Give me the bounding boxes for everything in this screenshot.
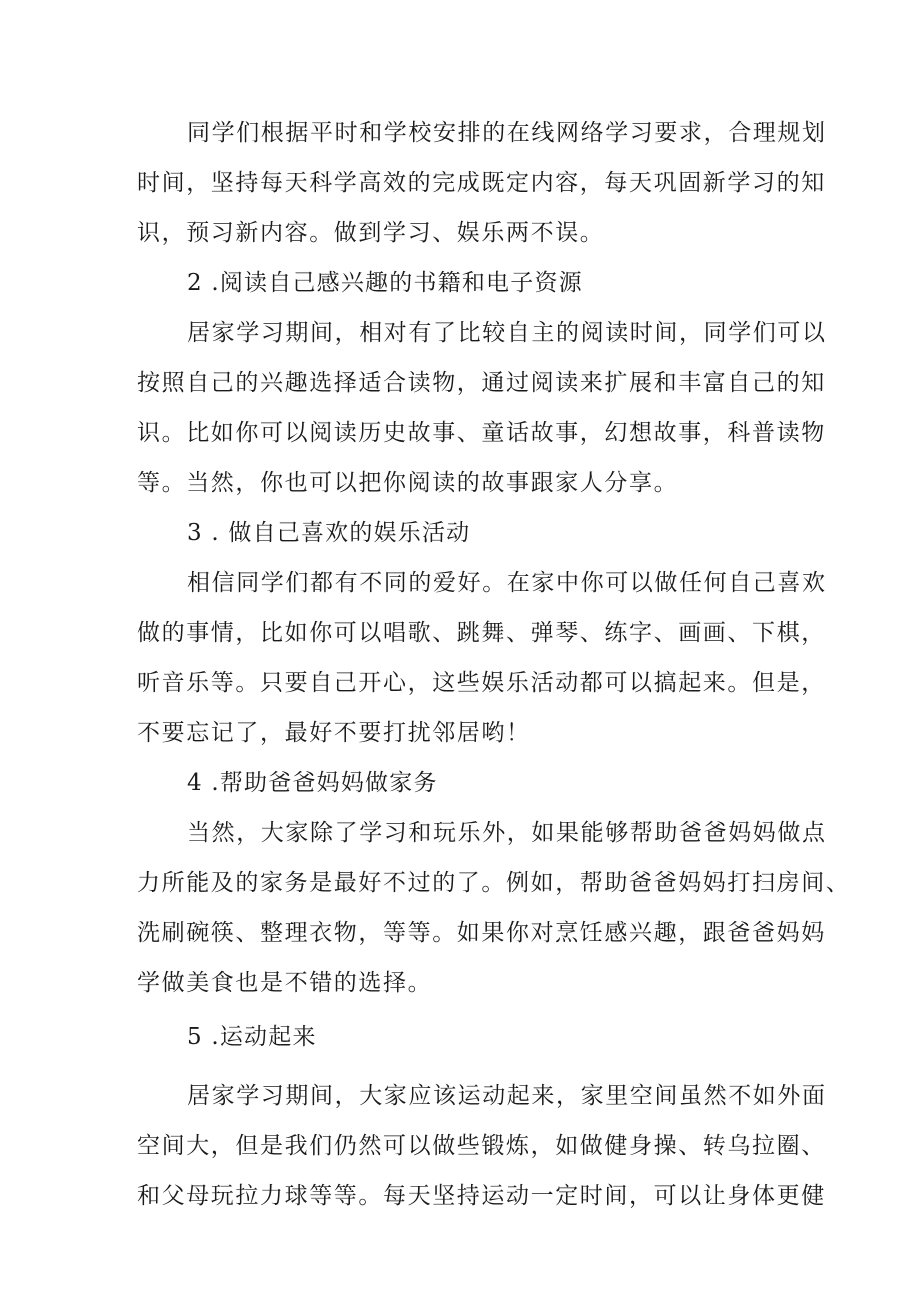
- paragraph-line: 不要忘记了，最好不要打扰邻居哟！: [137, 720, 531, 746]
- paragraph-line: 识，预习新内容。做到学习、娱乐两不误。: [137, 220, 605, 246]
- paragraph-line: 按照自己的兴趣选择适合读物，通过阅读来扩展和丰富自己的知: [137, 370, 826, 396]
- paragraph-line: 空间大，但是我们仍然可以做些锻炼，如做健身操、转乌拉圈、: [137, 1133, 826, 1159]
- section-heading: 5 .运动起来: [187, 1024, 317, 1050]
- paragraph-line: 居家学习期间，相对有了比较自主的阅读时间，同学们可以: [187, 320, 827, 346]
- section-heading: 2 .阅读自己感兴趣的书籍和电子资源: [187, 270, 583, 296]
- paragraph-line: 力所能及的家务是最好不过的了。例如，帮助爸爸妈妈打扫房间、: [137, 870, 851, 896]
- paragraph-line: 等。当然，你也可以把你阅读的故事跟家人分享。: [137, 470, 679, 496]
- paragraph-line: 做的事情，比如你可以唱歌、跳舞、弹琴、练字、画画、下棋，: [137, 620, 826, 646]
- paragraph-line: 时间，坚持每天科学高效的完成既定内容，每天巩固新学习的知: [137, 170, 826, 196]
- paragraph-line: 当然，大家除了学习和玩乐外，如果能够帮助爸爸妈妈做点: [187, 820, 827, 846]
- paragraph-line: 识。比如你可以阅读历史故事、童话故事，幻想故事，科普读物: [137, 420, 826, 446]
- paragraph-line: 相信同学们都有不同的爱好。在家中你可以做任何自己喜欢: [187, 570, 827, 596]
- paragraph-line: 学做美食也是不错的选择。: [137, 970, 433, 996]
- section-heading: 3 . 做自己喜欢的娱乐活动: [187, 520, 471, 546]
- paragraph-line: 居家学习期间，大家应该运动起来，家里空间虽然不如外面: [187, 1083, 827, 1109]
- section-heading: 4 .帮助爸爸妈妈做家务: [187, 770, 438, 796]
- paragraph-line: 和父母玩拉力球等等。每天坚持运动一定时间，可以让身体更健: [137, 1183, 826, 1209]
- paragraph-line: 听音乐等。只要自己开心，这些娱乐活动都可以搞起来。但是，: [137, 670, 826, 696]
- paragraph-line: 同学们根据平时和学校安排的在线网络学习要求，合理规划: [187, 120, 827, 146]
- paragraph-line: 洗刷碗筷、整理衣物，等等。如果你对烹饪感兴趣，跟爸爸妈妈: [137, 920, 826, 946]
